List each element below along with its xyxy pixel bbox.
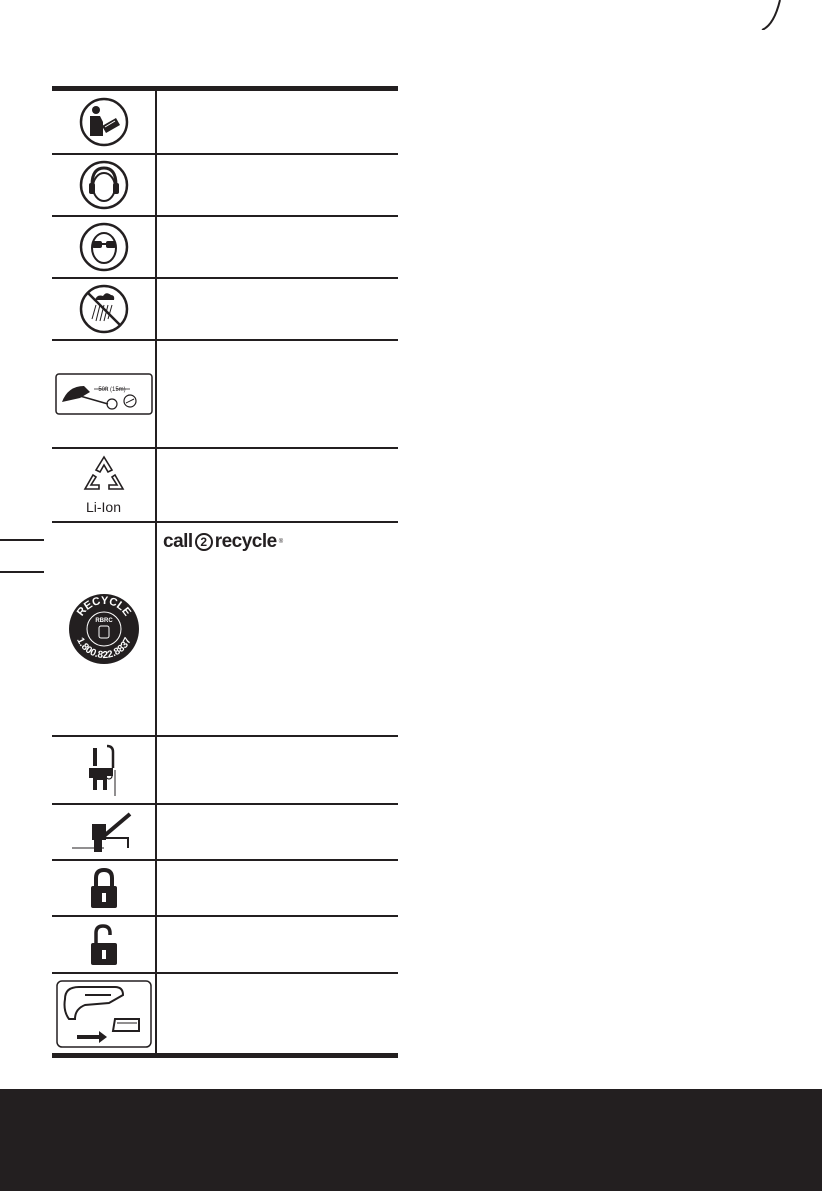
symbol-description — [157, 917, 398, 972]
symbol-description-rbrc — [157, 523, 398, 735]
lock-open-icon — [52, 917, 157, 972]
seal-top-text: RECYCLE — [74, 594, 133, 619]
symbol-description — [157, 279, 398, 339]
logo-word-call: call — [163, 531, 193, 552]
symbol-description — [157, 91, 398, 153]
symbol-row-no-rain — [52, 279, 398, 341]
symbol-row-trimming-mode — [52, 737, 398, 805]
battery-insert-icon — [52, 974, 157, 1053]
read-manual-icon — [52, 91, 157, 153]
side-tab-line-top — [0, 539, 44, 541]
call2recycle-logo — [163, 531, 283, 553]
symbol-description — [157, 805, 398, 859]
symbol-description — [157, 155, 398, 215]
seal-number-text: 1.800.822.8837 — [73, 635, 134, 662]
logo-digit: 2 — [195, 533, 213, 551]
symbol-row-edging-mode — [52, 805, 398, 861]
registered-mark: ® — [278, 539, 284, 545]
symbol-description — [157, 449, 398, 521]
safety-symbols-table — [52, 86, 398, 1058]
seal-mid-text: RBRC — [94, 618, 113, 624]
footer-band — [0, 1089, 822, 1191]
symbol-row-eye-protection — [52, 217, 398, 279]
symbol-row-hearing-protection — [52, 155, 398, 217]
symbol-row-recycle-li-ion — [52, 449, 398, 523]
symbol-row-lock-closed — [52, 861, 398, 917]
distance-label: 50ft (15m) — [97, 387, 126, 393]
symbol-row-bystander-distance — [52, 341, 398, 449]
recycle-li-ion-icon — [52, 449, 157, 521]
symbol-description — [157, 737, 398, 803]
lock-closed-icon — [52, 861, 157, 915]
hearing-protection-icon — [52, 155, 157, 215]
edging-mode-icon — [52, 805, 157, 859]
side-tab-line-bottom — [0, 571, 44, 573]
symbol-row-lock-open — [52, 917, 398, 974]
logo-word-recycle: recycle — [214, 531, 277, 552]
symbol-row-rbrc-recycle — [52, 523, 398, 737]
top-right-corner-line — [0, 0, 822, 30]
bystander-distance-icon — [52, 341, 157, 447]
trimming-mode-icon — [52, 737, 157, 803]
eye-protection-icon — [52, 217, 157, 277]
rbrc-recycle-seal-icon — [52, 523, 157, 735]
symbol-row-battery-insert — [52, 974, 398, 1053]
symbol-row-read-manual — [52, 91, 398, 155]
symbol-description — [157, 217, 398, 277]
no-rain-icon — [52, 279, 157, 339]
symbol-description — [157, 974, 398, 1053]
symbol-description — [157, 861, 398, 915]
symbol-description — [157, 341, 398, 447]
li-ion-label: Li-Ion — [85, 499, 122, 515]
